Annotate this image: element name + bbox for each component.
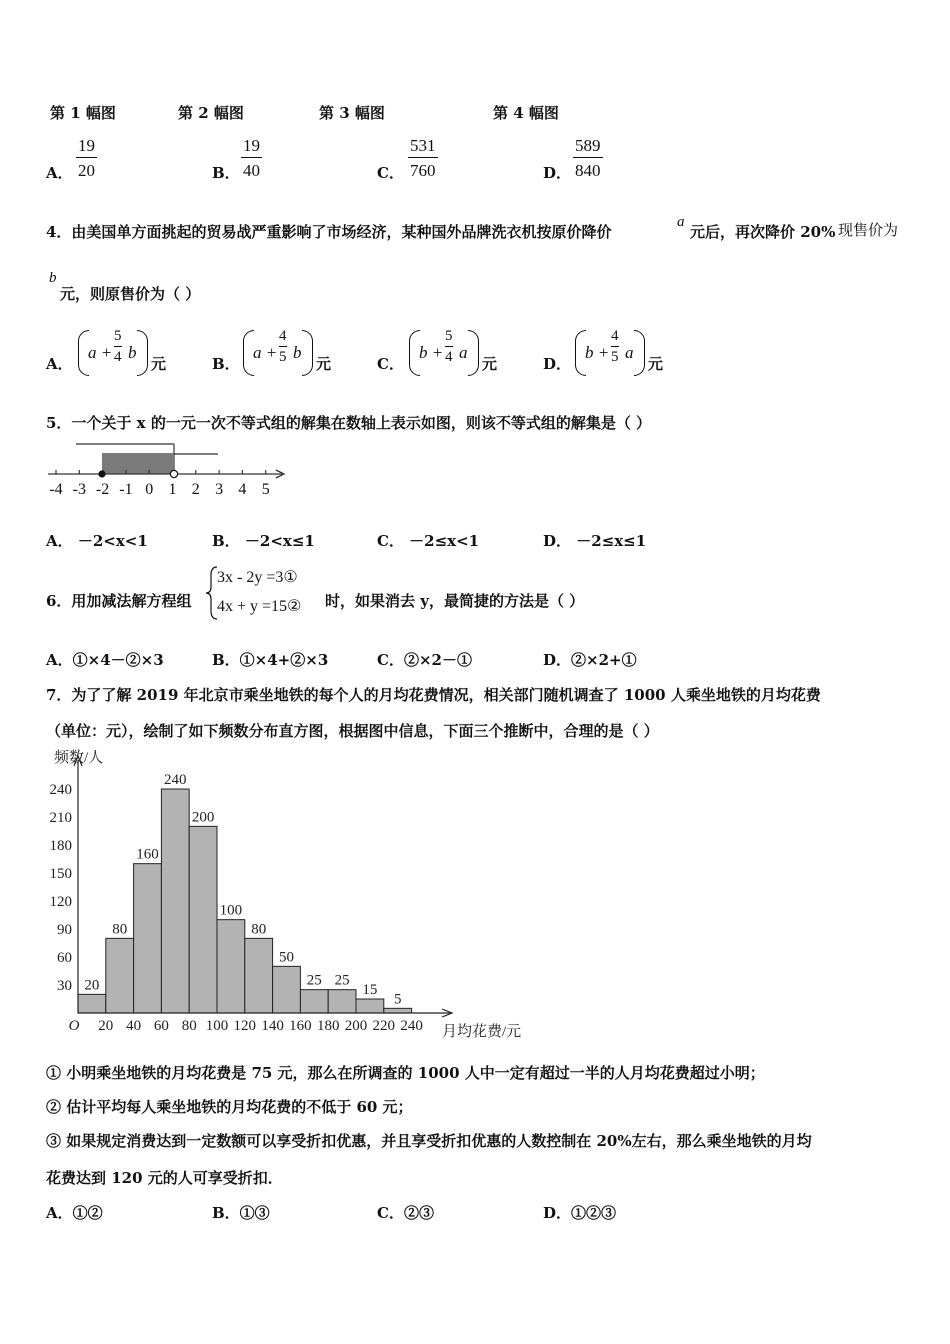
q3-option-a-label: A． (46, 164, 73, 182)
histogram-bar (78, 994, 106, 1013)
q4-option-a-post: b (128, 343, 137, 362)
q7-option-d: D．①②③ (543, 1204, 617, 1222)
q6-option-a: A．①×4－②×3 (46, 651, 164, 669)
q4-option-a-fraction: $\frac{5}{4}$ (114, 328, 122, 365)
q6-equation-1: 3x - 2y =3① (217, 569, 298, 586)
q7-stem-line1: 7．为了了解 2019 年北京市乘坐地铁的每个人的月均花费情况，相关部门随机调查了 1000 人乘坐地铁的月均花费 (46, 686, 821, 704)
q4-option-b-unit: 元 (316, 355, 332, 373)
number-line-tick-label: 5 (261, 481, 270, 498)
figure-label-3: 第 3 幅图 (319, 104, 385, 122)
q4-option-c-unit: 元 (482, 355, 498, 373)
q3-option-c-label: C． (377, 164, 404, 182)
q4-option-a-paren-right (137, 330, 148, 376)
q4-option-d-unit: 元 (648, 355, 664, 373)
q6-option-d: D．②×2+① (543, 651, 637, 669)
q3-option-d-fraction: $\frac{589}{840}$ (575, 136, 601, 180)
q7-option-a: A．①② (46, 1204, 103, 1222)
q4-stem-line1: 4．由美国单方面挑起的贸易战严重影响了市场经济，某种国外品牌洗衣机按原价降价 (46, 223, 612, 241)
y-tick-label: 60 (57, 950, 72, 966)
x-tick-label: 40 (126, 1018, 142, 1034)
q6-option-c: C．②×2－① (377, 651, 472, 669)
q3-option-b-label: B． (212, 164, 240, 182)
y-axis-title: 频数/人 (54, 750, 104, 766)
q4-option-d-pre: b + (585, 343, 610, 362)
q4-stem-line1c: 现售价为 (838, 221, 899, 239)
q6-stem-post: 时，如果消去 y，最简捷的方法是（ ） (325, 592, 585, 610)
x-tick-label: 80 (181, 1018, 197, 1034)
y-tick-label: 180 (49, 838, 72, 854)
q4-option-b-fraction: $\frac{4}{5}$ (279, 328, 287, 365)
histogram-bar (328, 990, 356, 1013)
histogram-bar (273, 966, 301, 1013)
q5-option-a: A． －2<x<1 (46, 532, 148, 550)
y-tick-label: 210 (49, 810, 72, 826)
bar-data-label: 5 (393, 991, 402, 1008)
q4-var-a: a (677, 214, 685, 230)
q4-var-b: b (49, 270, 57, 286)
x-tick-label: O (68, 1018, 80, 1034)
bar-data-label: 15 (362, 982, 378, 998)
histogram-bar (106, 938, 134, 1013)
figure-label-4: 第 4 幅图 (493, 104, 559, 122)
number-line-tick-label: -1 (119, 481, 133, 498)
q4-stem-line1b: 元后，再次降价 20% (690, 223, 836, 241)
q5-option-b: B． －2<x≤1 (212, 532, 315, 550)
q4-option-b-post: b (293, 343, 302, 362)
q4-option-c-pre: b + (419, 343, 444, 362)
bar-data-label: 25 (334, 972, 350, 989)
number-line-tick-label: 1 (168, 481, 177, 498)
x-tick-label: 60 (153, 1018, 169, 1034)
q7-option-b: B．①③ (212, 1204, 270, 1222)
bar-data-label: 100 (219, 902, 243, 919)
q4-option-b-pre: a + (253, 343, 278, 362)
number-line-tick-label: 3 (215, 481, 224, 498)
x-tick-label: 100 (205, 1018, 229, 1034)
x-axis-title: 月均花费/元 (442, 1024, 522, 1040)
q4-option-b-label: B． (212, 355, 240, 373)
histogram-bar (384, 1008, 412, 1013)
figure-label-1: 第 1 幅图 (50, 104, 116, 122)
y-tick-label: 120 (49, 894, 72, 910)
q7-option-c: C．②③ (377, 1204, 434, 1222)
number-line-tick-label: -4 (49, 481, 63, 498)
q4-option-a-label: A． (46, 355, 73, 373)
q4-option-b-paren-right (302, 330, 313, 376)
number-line-tick-label: 2 (191, 481, 200, 498)
q5-option-c: C． －2≤x<1 (377, 532, 480, 550)
q6-equation-2: 4x + y =15② (217, 598, 302, 615)
q4-option-c-post: a (459, 343, 468, 362)
y-tick-label: 150 (49, 866, 72, 882)
number-line (44, 440, 294, 500)
histogram-bar (189, 826, 217, 1013)
y-tick-label: 240 (49, 782, 72, 798)
q4-stem-line2: 元，则原售价为（ ） (60, 285, 201, 303)
bar-data-label: 20 (84, 977, 100, 994)
q3-option-d-label: D． (543, 164, 572, 182)
histogram-bar (356, 999, 384, 1013)
closed-point-minus-2 (98, 470, 105, 477)
x-tick-label: 140 (261, 1018, 284, 1034)
q7-stem-line2: （单位：元），绘制了如下频数分布直方图，根据图中信息，下面三个推断中，合理的是（ ） (46, 722, 659, 740)
q7-statement-1: ① 小明乘坐地铁的月均花费是 75 元，那么在所调查的 1000 人中一定有超过一半的人月均花费超过小明； (46, 1064, 765, 1082)
bar-data-label: 240 (164, 772, 187, 788)
q4-option-d-post: a (625, 343, 634, 362)
bar-data-label: 200 (191, 809, 215, 826)
q6-option-b: B．①×4+②×3 (212, 651, 329, 669)
histogram-bar (300, 990, 328, 1013)
bar-data-label: 25 (306, 972, 322, 989)
q7-statement-2: ② 估计平均每人乘坐地铁的月均花费的不低于 60 元； (46, 1098, 413, 1116)
solution-region-shading (102, 454, 174, 474)
q5-option-d: D． －2≤x≤1 (543, 532, 647, 550)
number-line-tick-label: -3 (72, 481, 86, 498)
q5-stem: 5．一个关于 x 的一元一次不等式组的解集在数轴上表示如图，则该不等式组的解集是（ ） (46, 414, 652, 432)
x-tick-label: 240 (400, 1018, 423, 1034)
x-tick-label: 160 (289, 1018, 312, 1034)
bar-data-label: 80 (251, 921, 267, 938)
histogram-bar (161, 789, 189, 1013)
number-line-tick-label: -2 (95, 481, 110, 498)
x-tick-label: 20 (98, 1018, 114, 1034)
q4-option-a-pre: a + (88, 343, 113, 362)
y-tick-label: 90 (57, 922, 72, 938)
q4-option-c-fraction: $\frac{5}{4}$ (445, 328, 453, 365)
q4-option-d-label: D． (543, 355, 572, 373)
q4-option-d-paren-right (634, 330, 645, 376)
histogram-bar (217, 920, 245, 1013)
x-tick-label: 120 (233, 1018, 257, 1034)
histogram-chart (40, 742, 540, 1042)
histogram-bar (245, 938, 273, 1013)
q3-option-c-fraction: $\frac{531}{760}$ (410, 136, 436, 180)
q6-stem-pre: 6．用加减法解方程组 (46, 592, 192, 610)
q7-statement-3b: 花费达到 120 元的人可享受折扣． (46, 1169, 283, 1187)
figure-label-2: 第 2 幅图 (178, 104, 244, 122)
q3-option-a-fraction: $\frac{19}{20}$ (78, 136, 95, 180)
y-tick-label: 30 (57, 978, 72, 994)
x-tick-label: 220 (372, 1018, 396, 1034)
open-point-1 (170, 470, 177, 477)
q4-option-c-label: C． (377, 355, 404, 373)
q4-option-d-fraction: $\frac{4}{5}$ (611, 328, 619, 365)
q4-option-a-unit: 元 (151, 355, 167, 373)
number-line-tick-label: 4 (238, 481, 247, 498)
q7-statement-3a: ③ 如果规定消费达到一定数额可以享受折扣优惠，并且享受折扣优惠的人数控制在 20%左右，那么乘坐地铁的月均 (46, 1132, 812, 1150)
x-tick-label: 200 (344, 1018, 368, 1034)
q3-option-b-fraction: $\frac{19}{40}$ (243, 136, 260, 180)
bar-data-label: 80 (112, 921, 128, 938)
histogram-bar (134, 864, 162, 1013)
bar-data-label: 50 (279, 949, 294, 966)
bar-data-label: 160 (136, 846, 159, 863)
x-tick-label: 180 (316, 1018, 340, 1034)
number-line-tick-label: 0 (145, 481, 154, 498)
q4-option-c-paren-right (468, 330, 479, 376)
